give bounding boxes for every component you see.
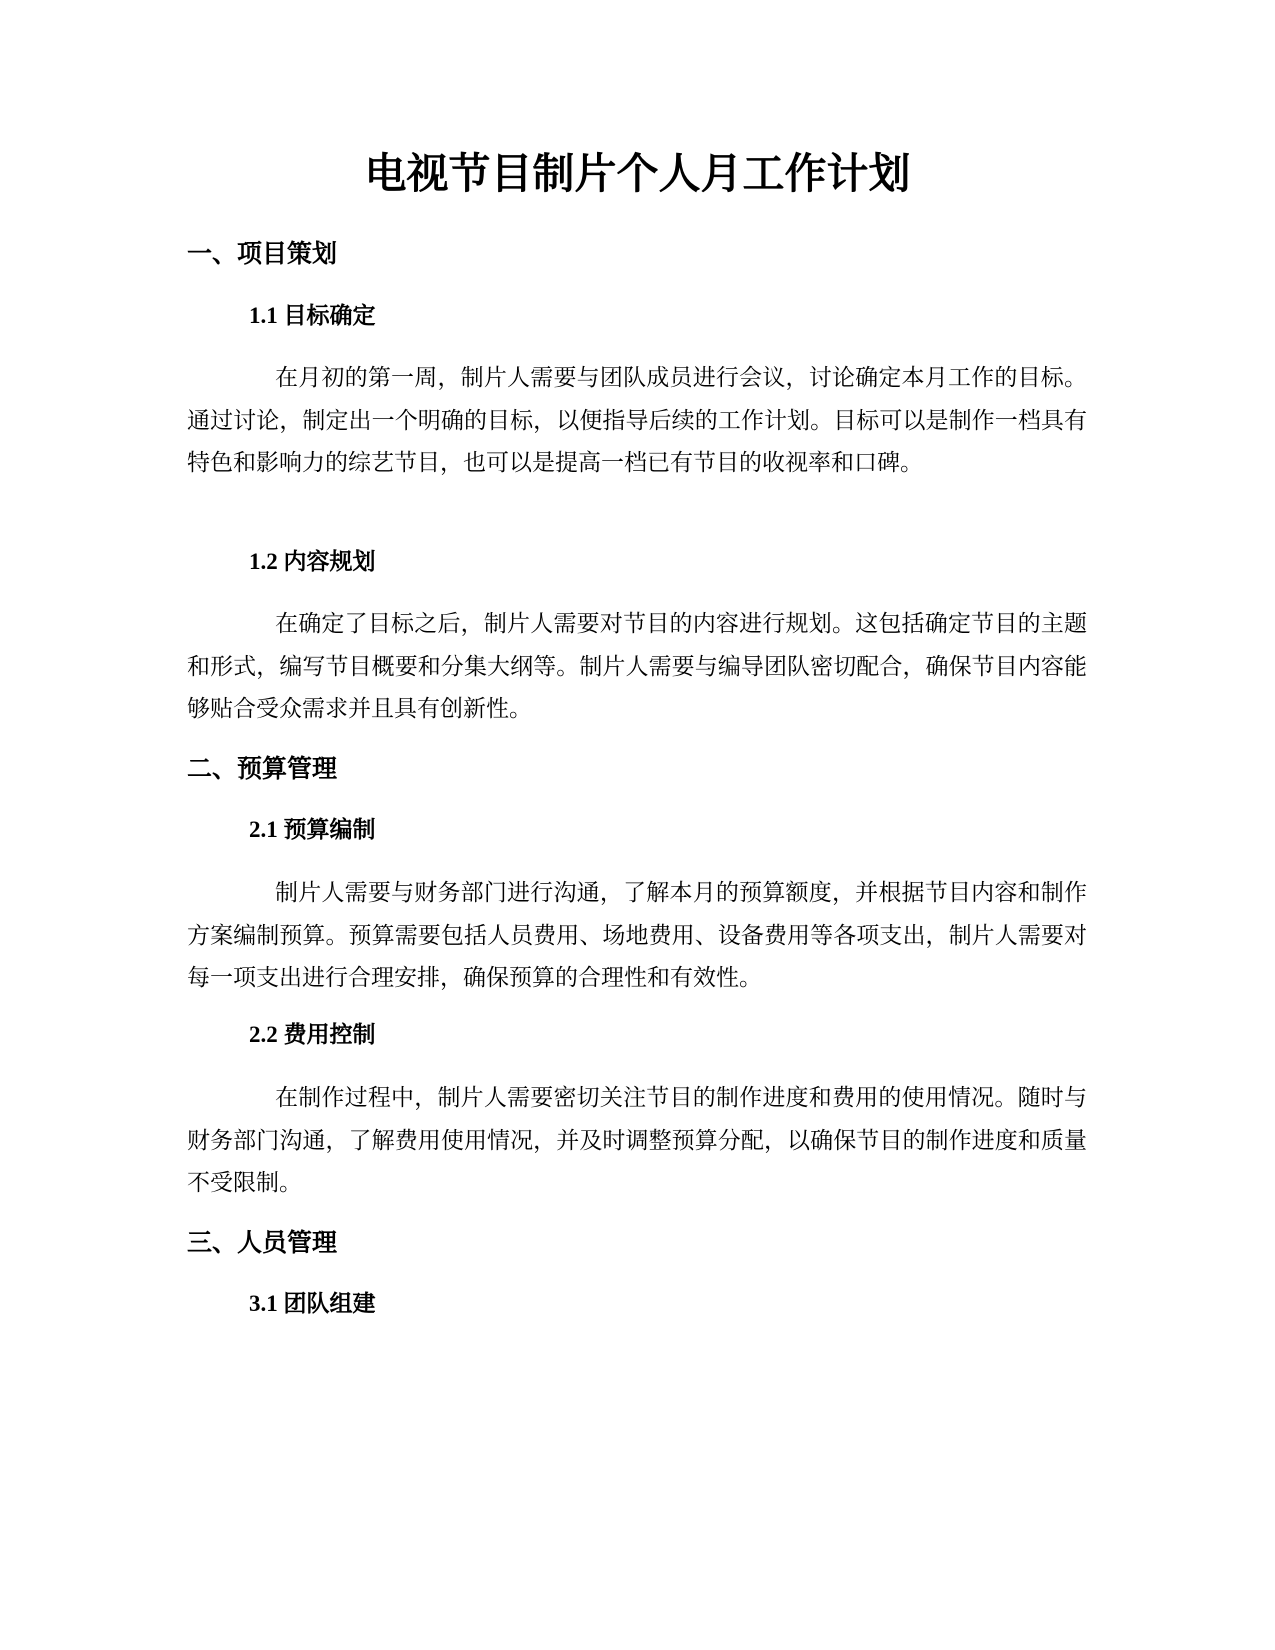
section-heading-project-planning: 一、项目策划 bbox=[187, 239, 338, 268]
section-heading-budget-management: 二、预算管理 bbox=[187, 754, 338, 783]
section-heading-personnel-management: 三、人员管理 bbox=[187, 1228, 338, 1257]
document-title: 电视节目制片个人月工作计划 bbox=[364, 149, 911, 198]
paragraph-content-planning: 在确定了目标之后，制片人需要对节目的内容进行规划。这包括确定节目的主题和形式，编写节目概要和分集大纲等。制片人需要与编导团队密切配合，确保节目内容能够贴合受众需求并且具有创新性。 bbox=[187, 611, 1087, 721]
paragraph-cost-control: 在制作过程中，制片人需要密切关注节目的制作进度和费用的使用情况。随时与财务部门沟通，了解费用使用情况，并及时调整预算分配，以确保节目的制作进度和质量不受限制。 bbox=[187, 1085, 1087, 1195]
subsection-heading-goal-setting: 1.1 目标确定 bbox=[249, 303, 376, 328]
subsection-heading-budget-preparation: 2.1 预算编制 bbox=[249, 817, 376, 842]
subsection-heading-content-planning: 1.2 内容规划 bbox=[249, 549, 376, 574]
subsection-heading-cost-control: 2.2 费用控制 bbox=[249, 1022, 376, 1047]
paragraph-budget-preparation: 制片人需要与财务部门进行沟通，了解本月的预算额度，并根据节目内容和制作方案编制预算。预算需要包括人员费用、场地费用、设备费用等各项支出，制片人需要对每一项支出进行合理安排，确保预算的合理性和有效性。 bbox=[187, 880, 1087, 990]
subsection-heading-team-building: 3.1 团队组建 bbox=[249, 1291, 376, 1316]
paragraph-goal-setting: 在月初的第一周，制片人需要与团队成员进行会议，讨论确定本月工作的目标。通过讨论，制定出一个明确的目标，以便指导后续的工作计划。目标可以是制作一档具有特色和影响力的综艺节目，也可以是提高一档已有节目的收视率和口碑。 bbox=[187, 365, 1087, 475]
